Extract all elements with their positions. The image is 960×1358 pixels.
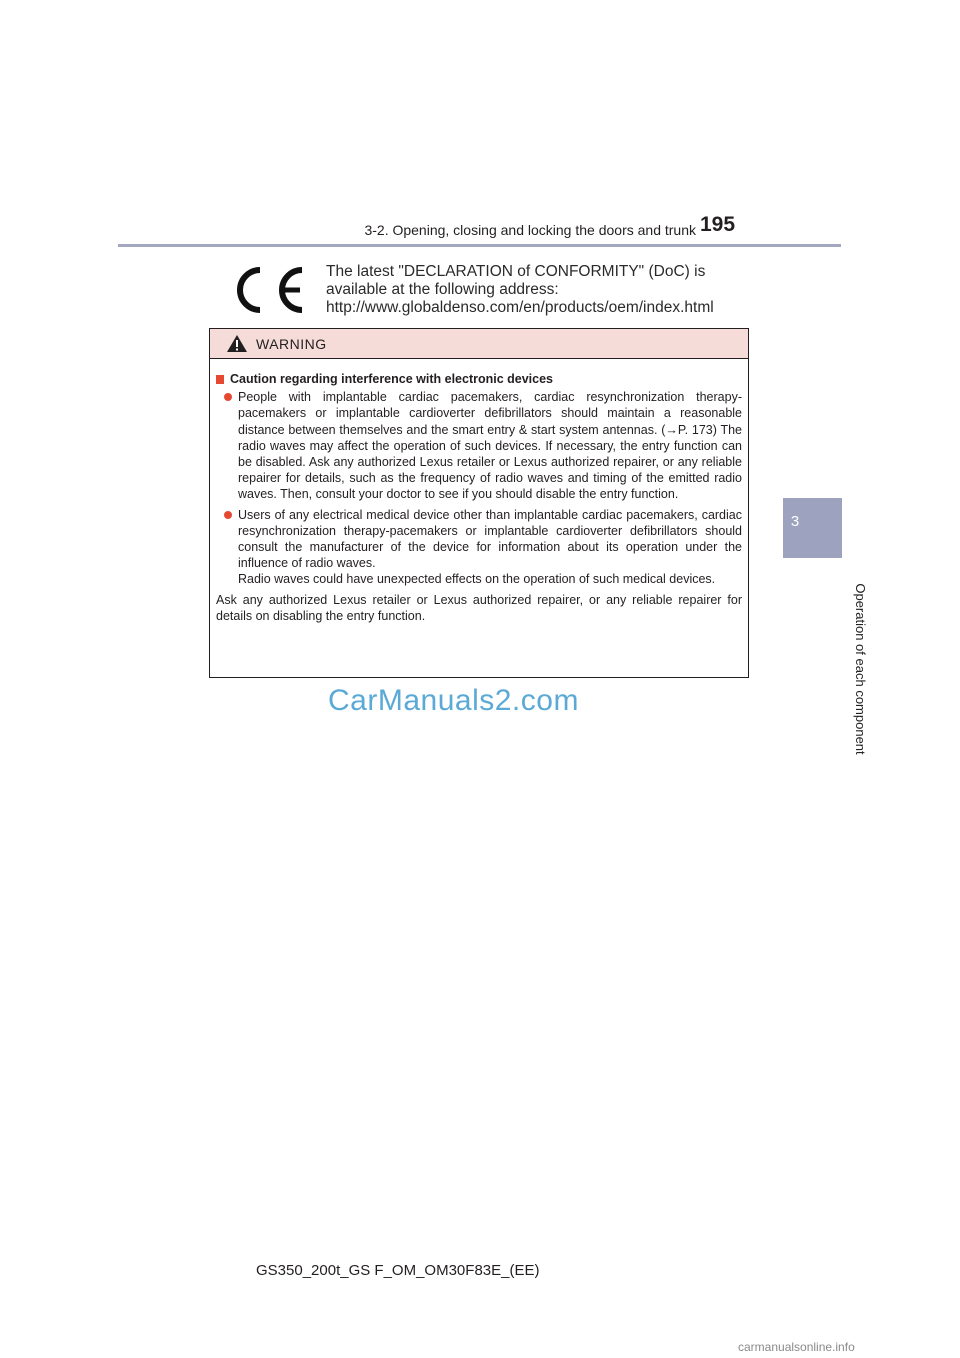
square-bullet-icon bbox=[216, 375, 224, 384]
warning-box bbox=[209, 328, 749, 678]
circle-bullet-icon bbox=[224, 393, 232, 401]
warning-label: WARNING bbox=[256, 335, 327, 352]
warning-triangle-icon bbox=[226, 334, 248, 353]
declaration-line-1: The latest "DECLARATION of CONFORMITY" (DoC) is bbox=[326, 263, 706, 280]
section-heading-text: Caution regarding interference with electronic devices bbox=[230, 372, 554, 386]
watermark-text: CarManuals2.com bbox=[328, 684, 579, 717]
list-item-text bbox=[238, 507, 742, 588]
circle-bullet-icon bbox=[224, 511, 232, 519]
header-rule bbox=[118, 244, 841, 247]
closing-note: Ask any authorized Lexus retailer or Lexus authorized repairer, or any reliable repairer for details on disabling the entry function. bbox=[216, 592, 742, 623]
ce-mark-icon bbox=[228, 262, 308, 318]
declaration-url[interactable]: http://www.globaldenso.com/en/products/oem/index.html bbox=[326, 299, 714, 316]
section-title: 3-2. Opening, closing and locking the doors and trunk bbox=[364, 222, 696, 238]
declaration-line-2: available at the following address: bbox=[326, 281, 559, 298]
page-number: 195 bbox=[700, 213, 736, 236]
declaration-text bbox=[326, 263, 736, 317]
warning-body bbox=[210, 359, 748, 624]
section-heading bbox=[216, 371, 742, 387]
chapter-number: 3 bbox=[790, 513, 800, 530]
chapter-title: Operation of each component bbox=[853, 583, 868, 755]
list-item bbox=[224, 507, 742, 588]
warning-header bbox=[210, 329, 748, 359]
paragraph: People with implantable cardiac pacemakers, cardiac resynchronization therapy-pacemakers or implantable cardioverter defibrillators should maintain a reasonable distance between themselves and the smart entry & start system antennas. (→P. 173) The radio waves may affect the operation of such devices. If necessary, the entry function can be disabled. Ask any authorized Lexus retailer or Lexus authorized repairer, or any reliable repairer for details, such as the frequency of radio waves and timing of the emitted radio waves. Then, consult your doctor to see if you should disable the entry function. bbox=[238, 390, 742, 502]
paragraph: Radio waves could have unexpected effects on the operation of such medical devices. bbox=[238, 572, 716, 587]
paragraph: Users of any electrical medical device other than implantable cardiac pacemakers, cardiac resynchronization therapy-pacemakers or implantable cardioverter defibrillators should consult the manufacturer of the device for information about its operation under the influence of radio waves. bbox=[238, 507, 742, 571]
list-item-text bbox=[238, 389, 742, 502]
list-item bbox=[224, 389, 742, 502]
corner-logo: carmanualsonline.info bbox=[738, 1340, 855, 1354]
footer-code: GS350_200t_GS F_OM_OM30F83E_(EE) bbox=[256, 1262, 540, 1279]
